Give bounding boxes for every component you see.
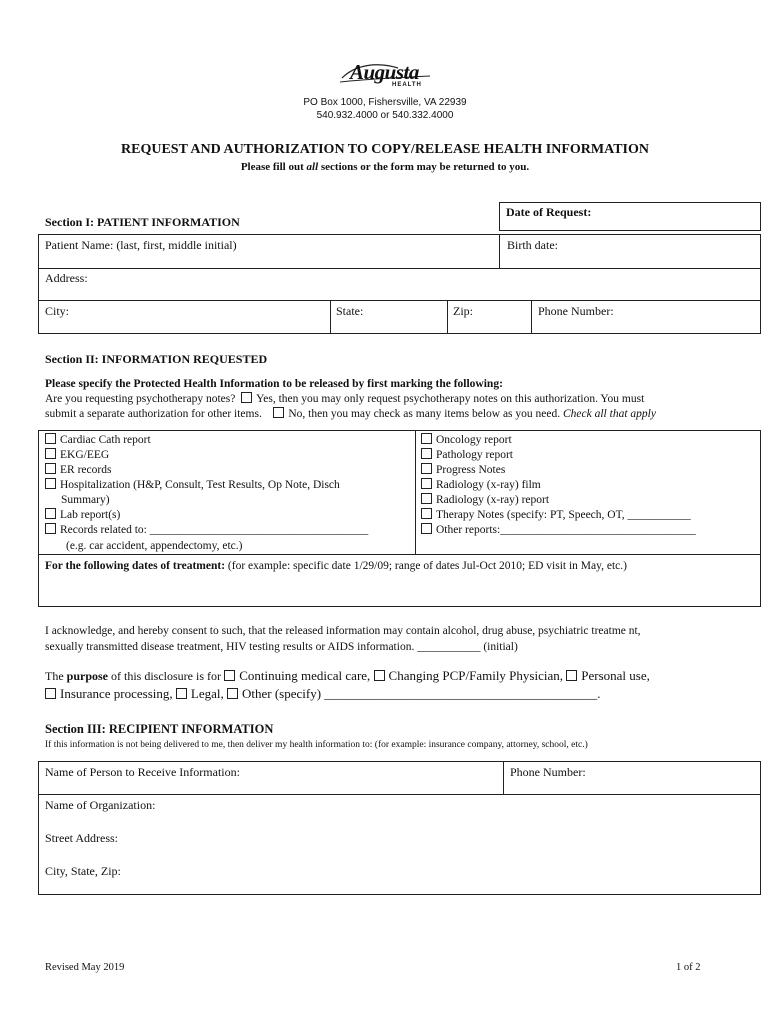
- city-field[interactable]: City:: [45, 304, 70, 318]
- progress-notes-checkbox[interactable]: [421, 463, 432, 474]
- item-hospitalization: Hospitalization (H&P, Consult, Test Results, Op Note, Disch: [45, 478, 340, 493]
- item-progress-notes: Progress Notes: [421, 463, 505, 478]
- radiology-film-checkbox[interactable]: [421, 478, 432, 489]
- purpose-other-checkbox[interactable]: [227, 688, 238, 699]
- lab-reports-checkbox[interactable]: [45, 508, 56, 519]
- logo-text: Augusta: [350, 60, 419, 84]
- page-number: 1 of 2: [676, 962, 701, 973]
- item-radiology-report: Radiology (x-ray) report: [421, 493, 549, 508]
- city-state-zip-field[interactable]: City, State, Zip:: [45, 864, 121, 878]
- purpose-row2: Insurance processing, Legal, Other (specify) __________________________________________.: [45, 686, 601, 702]
- purpose-changing-pcp-checkbox[interactable]: [374, 670, 385, 681]
- purpose-continuing-care-checkbox[interactable]: [224, 670, 235, 681]
- recipient-info-table: [38, 761, 761, 895]
- item-er-records: ER records: [45, 463, 111, 478]
- section2-heading: Section II: INFORMATION REQUESTED: [45, 352, 268, 366]
- psych-no-checkbox[interactable]: [273, 407, 284, 418]
- address-field[interactable]: Address:: [45, 271, 88, 285]
- org-phones: 540.932.4000 or 540.332.4000: [316, 110, 454, 121]
- org-address: PO Box 1000, Fishersville, VA 22939: [303, 97, 467, 108]
- er-records-checkbox[interactable]: [45, 463, 56, 474]
- dates-of-treatment-field[interactable]: For the following dates of treatment: (for example: specific date 1/29/09; range of dates Jul-Oct 2010; ED visit in May, etc.): [45, 560, 627, 572]
- psych-yes-checkbox[interactable]: [241, 392, 252, 403]
- cardiac-cath-checkbox[interactable]: [45, 433, 56, 444]
- street-address-field[interactable]: Street Address:: [45, 831, 118, 845]
- birth-date-field[interactable]: Birth date:: [507, 238, 558, 252]
- date-of-request-label: Date of Request:: [506, 205, 592, 219]
- psychotherapy-question: Are you requesting psychotherapy notes? Yes, then you may only request psychotherapy notes on this authorization. You must: [45, 393, 645, 405]
- state-field[interactable]: State:: [336, 304, 364, 318]
- other-reports-checkbox[interactable]: [421, 523, 432, 534]
- therapy-notes-checkbox[interactable]: [421, 508, 432, 519]
- oncology-checkbox[interactable]: [421, 433, 432, 444]
- section2-instruction: Please specify the Protected Health Information to be released by first marking the following:: [45, 378, 503, 390]
- purpose-insurance-checkbox[interactable]: [45, 688, 56, 699]
- item-other-reports: Other reports:__________________________________: [421, 523, 696, 538]
- augusta-health-logo: [338, 58, 434, 92]
- purpose-personal-use-checkbox[interactable]: [566, 670, 577, 681]
- item-cardiac-cath: Cardiac Cath report: [45, 433, 151, 448]
- form-title: REQUEST AND AUTHORIZATION TO COPY/RELEASE HEALTH INFORMATION: [121, 142, 649, 157]
- records-related-checkbox[interactable]: [45, 523, 56, 534]
- section3-note: If this information is not being delivered to me, then deliver my health information to: (for example: insurance company, attorney, school, etc.): [45, 740, 588, 750]
- item-radiology-film: Radiology (x-ray) film: [421, 478, 541, 493]
- revision-date: Revised May 2019: [45, 962, 125, 973]
- acknowledgement-line2: sexually transmitted disease treatment, HIV testing results or AIDS information. ___________ (initial): [45, 641, 518, 653]
- form-subtitle: Please fill out all sections or the form may be returned to you.: [240, 161, 530, 173]
- purpose-row1: The purpose of this disclosure is for Continuing medical care, Changing PCP/Family Physician, Personal use,: [45, 668, 650, 683]
- item-therapy-notes: Therapy Notes (specify: PT, Speech, OT, ___________: [421, 508, 691, 523]
- organization-field[interactable]: Name of Organization:: [45, 798, 156, 812]
- zip-field[interactable]: Zip:: [453, 304, 473, 318]
- radiology-report-checkbox[interactable]: [421, 493, 432, 504]
- phone-number-field[interactable]: Phone Number:: [538, 304, 614, 318]
- logo-subtext: HEALTH: [392, 82, 422, 88]
- acknowledgement-line1: I acknowledge, and hereby consent to such, that the released information may contain alcohol, drug abuse, psychiatric treatme nt,: [45, 625, 641, 637]
- item-ekg-eeg: EKG/EEG: [45, 448, 109, 463]
- item-hospitalization-cont: Summary): [61, 494, 110, 506]
- item-pathology: Pathology report: [421, 448, 513, 463]
- hospitalization-checkbox[interactable]: [45, 478, 56, 489]
- item-lab-reports: Lab report(s): [45, 508, 120, 523]
- psychotherapy-question-cont: submit a separate authorization for other items. No, then you may check as many items below as you need. Check all that apply: [45, 408, 656, 420]
- recipient-phone-field[interactable]: Phone Number:: [510, 765, 586, 779]
- item-oncology: Oncology report: [421, 433, 512, 448]
- item-records-related: Records related to: ______________________________________: [45, 523, 368, 538]
- purpose-legal-checkbox[interactable]: [176, 688, 187, 699]
- patient-name-field[interactable]: Patient Name: (last, first, middle initial): [45, 238, 237, 252]
- item-records-example: (e.g. car accident, appendectomy, etc.): [66, 540, 243, 552]
- date-of-request-field[interactable]: [499, 202, 761, 231]
- recipient-name-field[interactable]: Name of Person to Receive Information:: [45, 765, 240, 779]
- pathology-checkbox[interactable]: [421, 448, 432, 459]
- section3-heading: Section III: RECIPIENT INFORMATION: [45, 722, 274, 736]
- section1-heading: Section I: PATIENT INFORMATION: [45, 215, 240, 229]
- ekg-eeg-checkbox[interactable]: [45, 448, 56, 459]
